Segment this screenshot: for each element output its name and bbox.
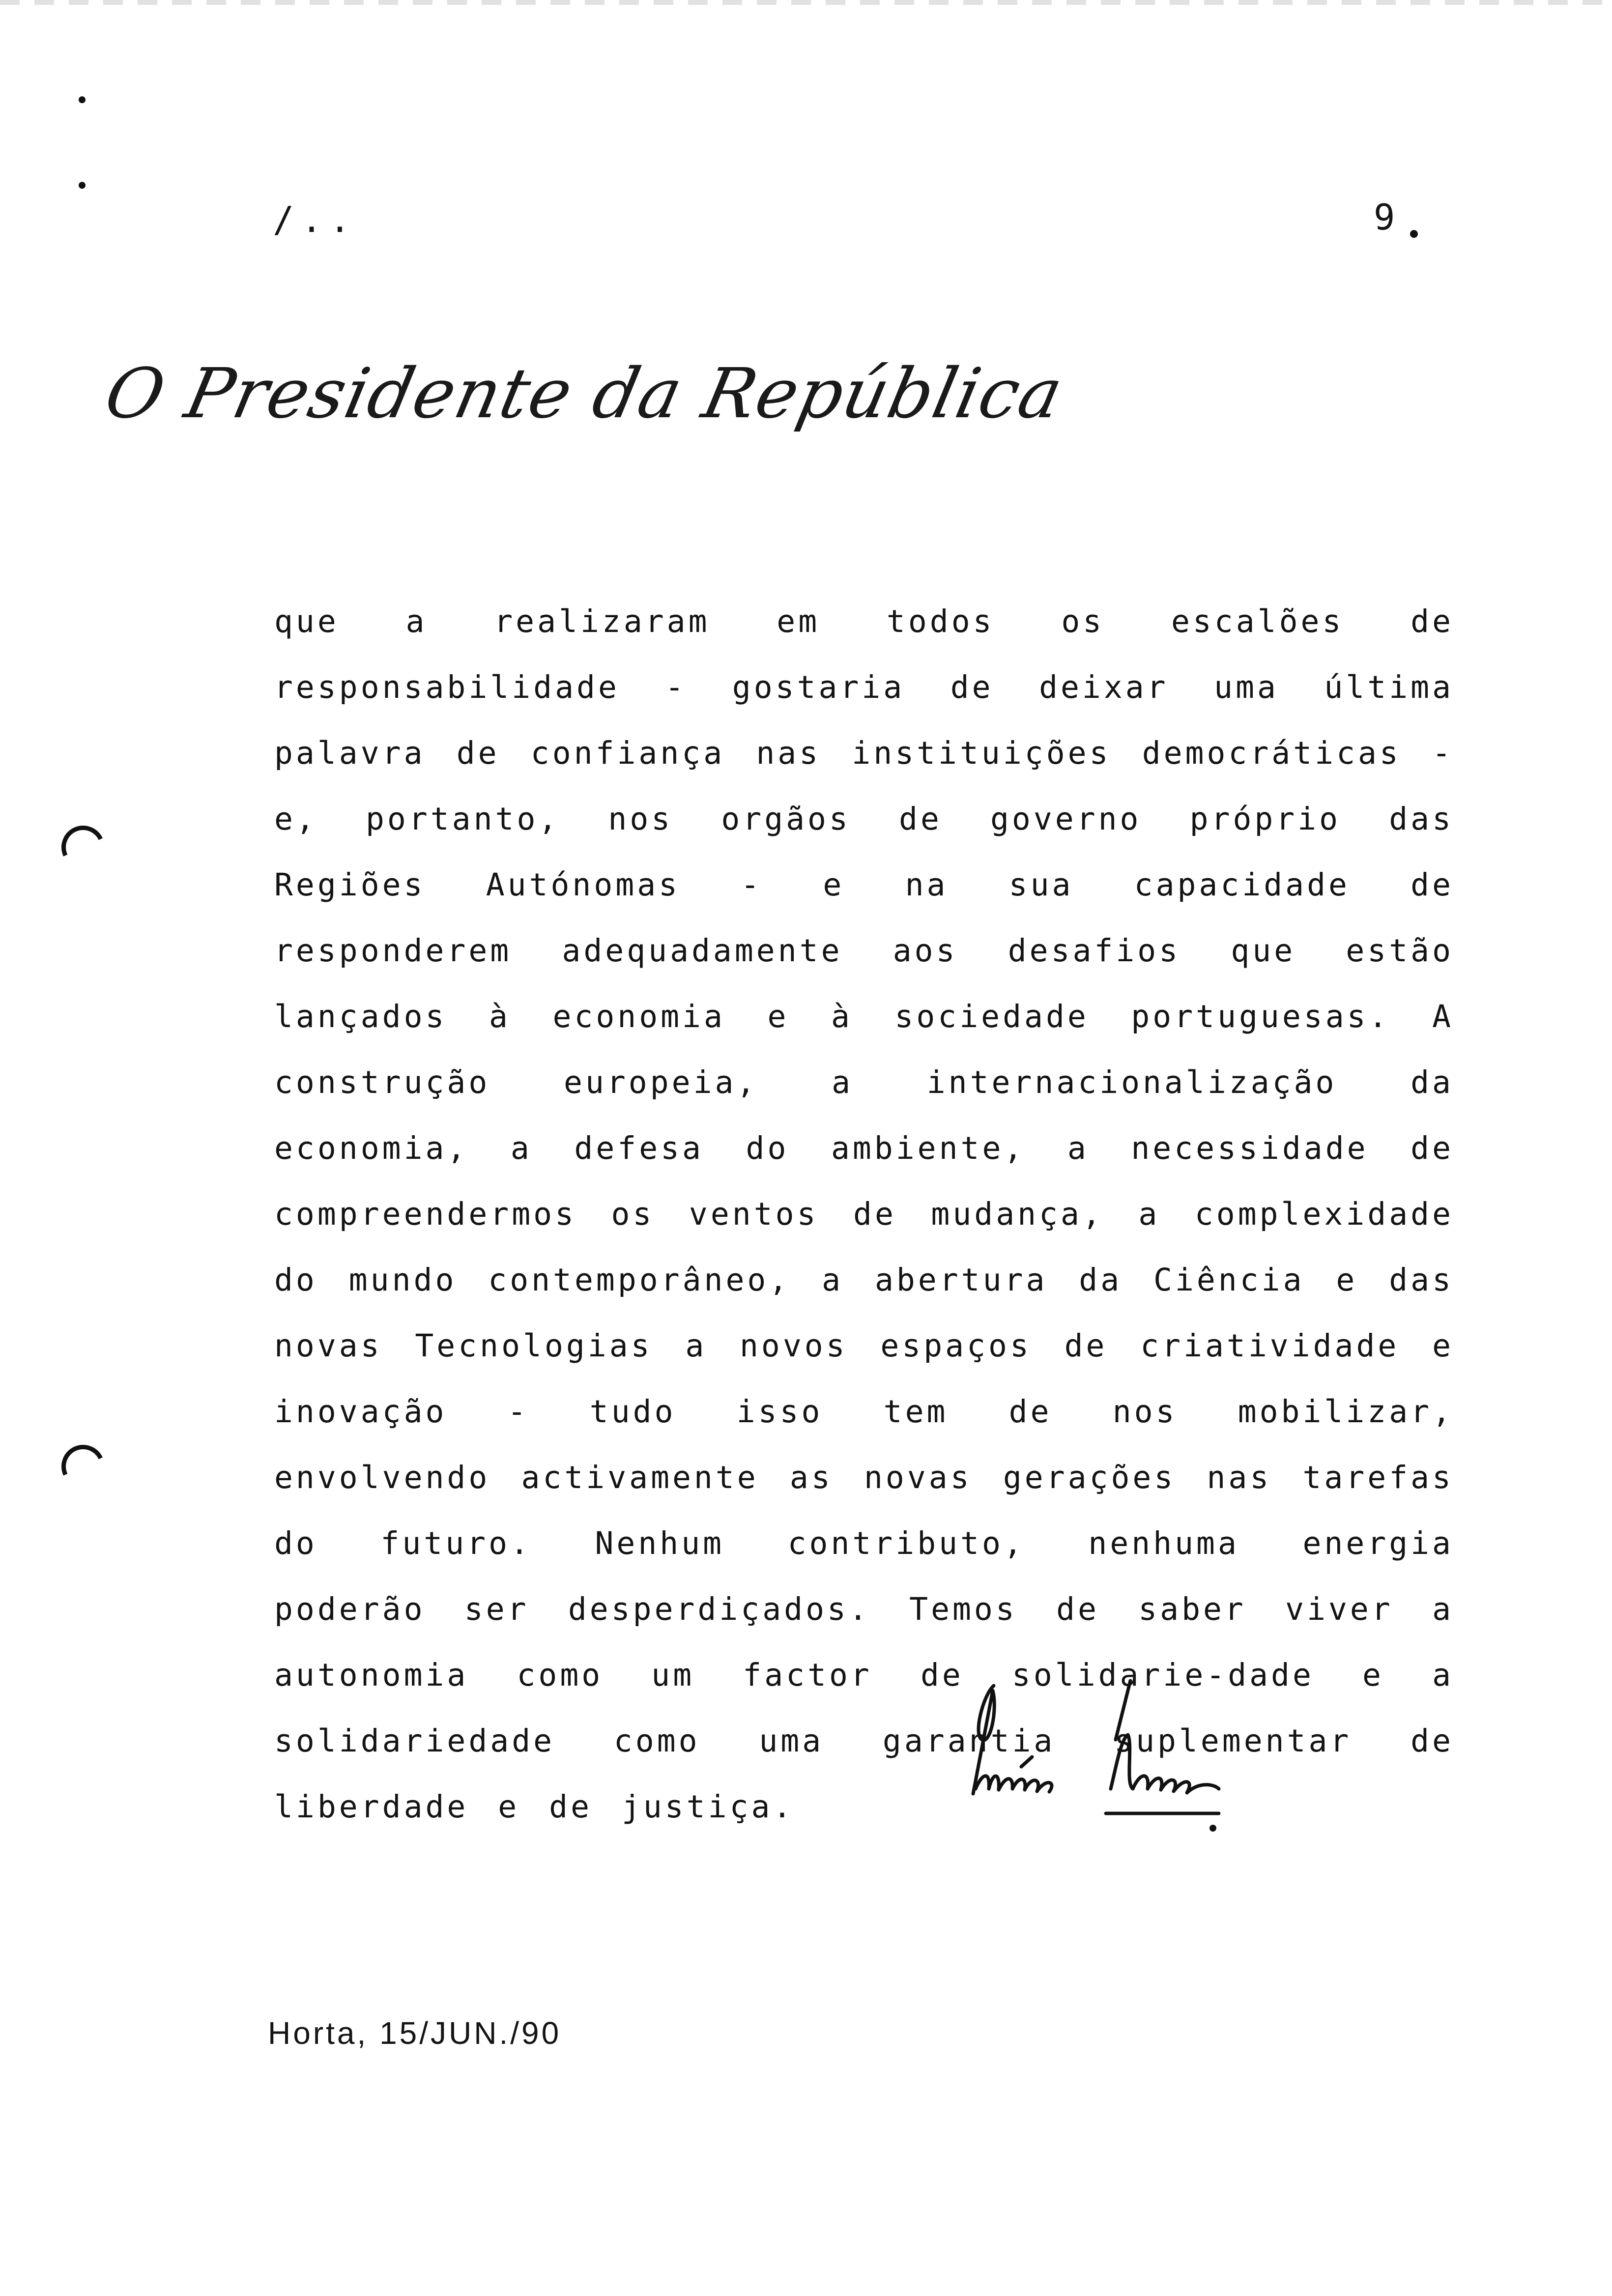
punch-hole-mark [56, 820, 111, 875]
page-number: 9 [1374, 197, 1395, 238]
margin-speck [79, 96, 86, 103]
scan-edge-artifact [0, 0, 1612, 5]
body-paragraph: que a realizaram em todos os escalões de responsabilidade - gostaria de deixar uma última palavra de confiança nas instituições democráticas - e, portanto, nos orgãos de governo próprio das Regiões Autónomas - e na sua capacidade de responderem adequadamente aos desafios que estão lançados à economia e à sociedade portuguesas. A construção europeia, a internacionalização da economia, a defesa do ambiente, a necessidade de compreendermos os ventos de mudança, a complexidade do mundo contemporâneo, a abertura da Ciência e das novas Tecnologias a novos espaços de criatividade e inovação - tudo isso tem de nos mobilizar, envolvendo activamente as novas gerações nas tarefas do futuro. Nenhum contributo, nenhuma energia poderão ser desperdiçados. Temos de saber viver a autonomia como um factor de solidarie-dade e a solidariedade como uma garantia suplementar de liberdade e de justiça. [274, 603, 1454, 1825]
handwritten-signature [963, 1666, 1278, 1853]
punch-hole-mark [56, 1439, 111, 1494]
continuation-mark: /.. [273, 199, 358, 240]
dateline: Horta, 15/JUN./90 [268, 2015, 562, 2051]
letterhead-title: O Presidente da República [98, 354, 1070, 434]
margin-speck [79, 182, 86, 189]
